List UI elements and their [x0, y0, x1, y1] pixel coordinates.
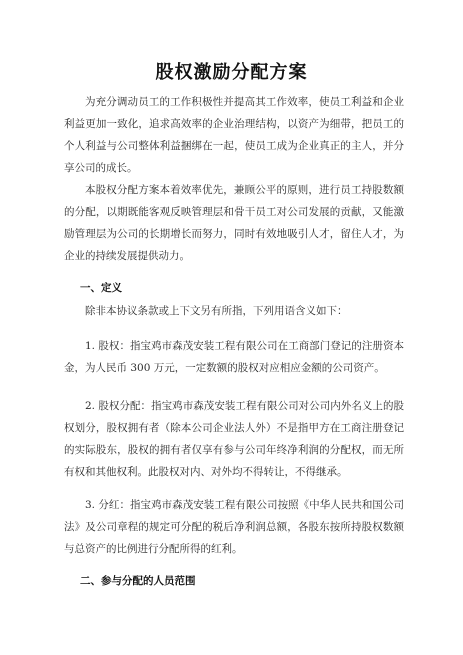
definition-item-1: 1. 股权：指宝鸡市森茂安装工程有限公司在工商部门登记的注册资本金，为人民币 300 万元，一定数额的股权对应相应金额的公司资产。: [64, 340, 404, 374]
section-1-heading: 一、定义: [80, 282, 122, 294]
definition-item-3: 3. 分红：指宝鸡市森茂安装工程有限公司按照《中华人民共和国公司法》及公司章程的规定可分配的税后净利润总额，各股东按所持股权数额与总资产的比例进行分配所得的红利。: [64, 499, 404, 555]
section-1-lead: 除非本协议条款或上下文另有所指，下列用语含义如下：: [85, 305, 348, 317]
definition-item-2: 2. 股权分配：指宝鸡市森茂安装工程有限公司对公司内外名义上的股权划分，股权拥有者（除本公司企业法人外）不是指甲方在工商注册登记的实际股东，股权的拥有者仅享有参与公司年终净利润的分配权，而无所有权和其他权利。此股权对内、对外均不得转让，不得继承。: [64, 400, 404, 478]
section-2-heading: 二、参与分配的人员范围: [80, 575, 196, 587]
document-title: 股权激励分配方案: [155, 62, 308, 83]
intro-paragraph-1: 为充分调动员工的工作积极性并提高其工作效率，使员工利益和企业利益更加一致化，追求高效率的企业治理结构，以资产为细带，把员工的个人利益与公司整体利益捆绑在一起，使员工成为企业真正的主人，并分享公司的成长。: [64, 96, 404, 174]
intro-paragraph-2: 本股权分配方案本着效率优先，兼顾公平的原则，进行员工持股数额的分配，以期既能客观反映管理层和骨干员工对公司发展的贡献，又能激励管理层为公司的长期增长而努力，同时有效地吸引人才，留住人才，为企业的持续发展提供动力。: [64, 184, 404, 262]
